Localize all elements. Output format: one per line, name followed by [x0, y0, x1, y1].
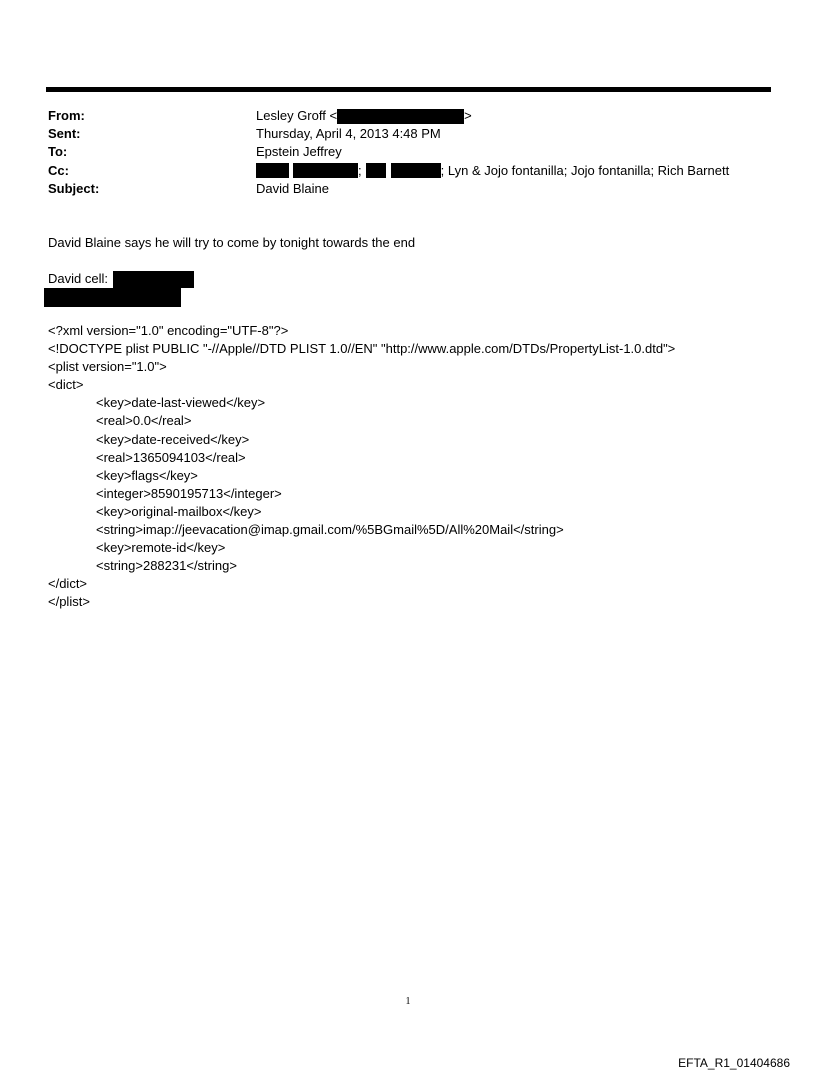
message-body: David Blaine says he will try to come by tonight towards the end	[48, 235, 416, 250]
from-row	[48, 107, 729, 125]
sent-row	[48, 125, 729, 143]
header-rule	[46, 87, 771, 92]
cc-value	[256, 162, 729, 180]
xml-line: <key>date-received</key>	[96, 431, 250, 447]
page-number: 1	[405, 996, 411, 1007]
redaction-block	[256, 163, 289, 178]
sent-value: Thursday, April 4, 2013 4:48 PM	[256, 126, 441, 142]
xml-line: <?xml version="1.0" encoding="UTF-8"?>	[48, 323, 289, 338]
to-row	[48, 143, 729, 161]
subject-value: David Blaine	[256, 180, 329, 196]
sent-label: Sent:	[48, 126, 81, 142]
xml-line: <!DOCTYPE plist PUBLIC "-//Apple//DTD PLIST 1.0//EN" "http://www.apple.com/DTDs/PropertyList-1.0.dtd">	[48, 341, 676, 357]
xml-line: <string>288231</string>	[96, 558, 237, 574]
redaction-block	[113, 271, 194, 288]
from-name: Lesley Groff <	[256, 108, 338, 123]
xml-line: </dict>	[48, 576, 88, 592]
subject-label: Subject:	[48, 180, 100, 196]
xml-line: <string>imap://jeevacation@imap.gmail.com/%5BGmail%5D/All%20Mail</string>	[96, 522, 564, 538]
redaction-block	[44, 288, 181, 307]
redaction-block	[391, 163, 441, 178]
xml-line: <integer>8590195713</integer>	[96, 485, 282, 501]
to-label: To:	[48, 144, 68, 160]
xml-line: <real>0.0</real>	[96, 413, 192, 429]
xml-line: </plist>	[48, 594, 90, 610]
redaction-block	[366, 163, 386, 178]
xml-line: <dict>	[48, 377, 84, 393]
xml-line: <key>remote-id</key>	[96, 540, 226, 556]
redaction-block	[293, 163, 358, 178]
from-close: >	[464, 108, 472, 123]
cell-label: David cell:	[48, 271, 108, 286]
redaction-block	[337, 109, 464, 124]
cc-row	[48, 162, 729, 180]
cc-separator: ;	[358, 162, 362, 178]
xml-line: <plist version="1.0">	[48, 359, 167, 375]
xml-line: <key>flags</key>	[96, 467, 198, 483]
subject-row	[48, 180, 729, 198]
cc-label: Cc:	[48, 162, 69, 178]
from-label: From:	[48, 108, 85, 123]
cc-tail: ; Lyn & Jojo fontanilla; Jojo fontanilla; Rich Barnett	[440, 162, 730, 178]
xml-line: <real>1365094103</real>	[96, 449, 246, 465]
cell-line	[48, 270, 194, 288]
document-id: EFTA_R1_01404686	[678, 1056, 790, 1070]
from-value	[256, 107, 472, 125]
to-value: Epstein Jeffrey	[256, 144, 342, 160]
email-header	[48, 107, 729, 198]
xml-line: <key>original-mailbox</key>	[96, 503, 262, 519]
xml-line: <key>date-last-viewed</key>	[96, 395, 266, 411]
plist-xml	[48, 322, 675, 612]
